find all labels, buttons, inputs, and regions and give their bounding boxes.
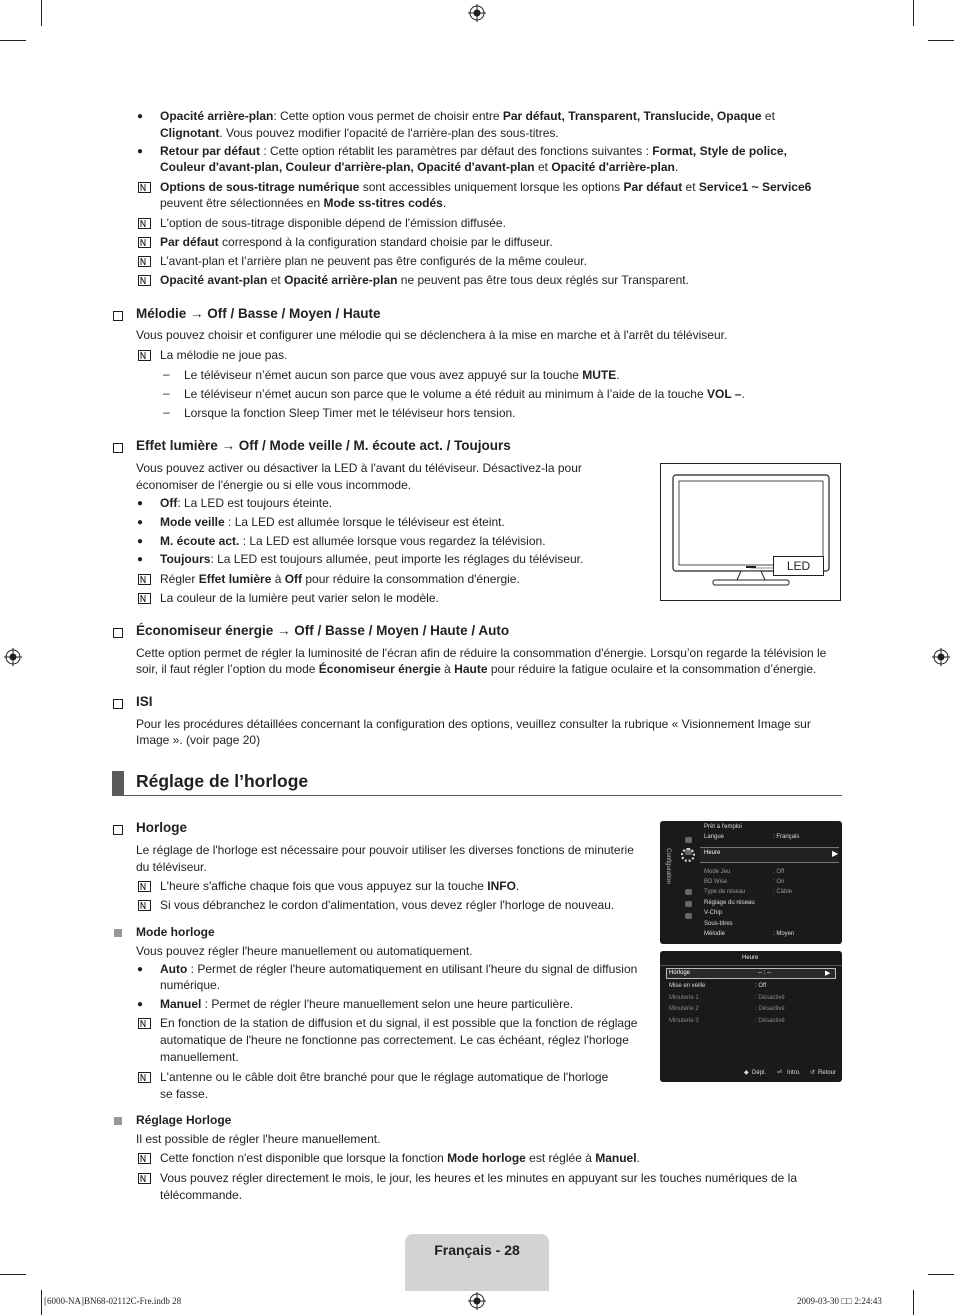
osd-row-label: Sous-titres (704, 921, 733, 927)
isi-line1: Pour les procédures détaillées concernant la configuration des options, veuillez consulter la rubrique « Visionnement Image sur (136, 717, 811, 731)
reglage-horloge-title: Réglage Horloge (136, 1113, 232, 1127)
chevron-right-icon: ▶ (832, 849, 839, 858)
melodie-note: La mélodie ne joue pas. (160, 348, 288, 362)
effet-toujours: Toujours: La LED est toujours allumée, peut importe les réglages du téléviseur. (160, 552, 584, 566)
chevron-right-icon: ▶ (825, 970, 831, 977)
note-avant-plan: L’avant-plan et l’arrière plan ne peuvent pas être configurés de la même couleur. (160, 254, 587, 268)
checkbox-icon (113, 311, 123, 321)
effet-m-ecoute: M. écoute act. : La LED est allumée lorsque vous regardez la télévision. (160, 534, 546, 548)
note-icon (138, 1072, 151, 1083)
enter-icon: ⏎ (777, 1070, 783, 1076)
return-icon: ↺ (810, 1070, 816, 1076)
horloge-note4-line2: se fasse. (160, 1087, 209, 1101)
osd-row-value: : Câble (773, 889, 793, 895)
melodie-dash2: Le téléviseur n’émet aucun son parce que le volume a été réduit au minimum à l’aide de la touche VOL –. (184, 387, 745, 401)
registration-mark-icon (468, 4, 486, 22)
osd-row-label: V-Chip (704, 910, 723, 916)
osd-configuration-menu (660, 821, 842, 944)
osd-row-value: : Désactivé (755, 995, 785, 1001)
move-icon: ◆ (744, 1070, 749, 1076)
osd-row-value: : Désactivé (755, 1006, 785, 1012)
horloge-note1: L'heure s'affiche chaque fois que vous appuyez sur la touche INFO. (160, 879, 520, 893)
osd-row-label: Minuterie 2 (669, 1006, 699, 1012)
note-opacite: Opacité avant-plan et Opacité arrière-plan ne peuvent pas être tous deux réglés sur Transparent. (160, 273, 689, 287)
bullet-icon: ● (137, 111, 144, 122)
footer-date: 2009-03-30 □□ 2:24:43 (797, 1296, 882, 1306)
note-icon (138, 1018, 151, 1029)
osd-row-label: Prêt à l'emploi (704, 824, 742, 830)
effet-body1: Vous pouvez activer ou désactiver la LED à l'avant du téléviseur. Désactivez-la pour (136, 461, 582, 475)
crop-mark (0, 1274, 26, 1275)
note-option-sous-titrage: L'option de sous-titrage disponible dépend de l'émission diffusée. (160, 216, 506, 230)
crop-mark (928, 40, 954, 41)
effet-body2: économiser de l'énergie ou si elle vous incommode. (136, 478, 412, 492)
mode-horloge-title: Mode horloge (136, 925, 215, 939)
note-options-line1: Options de sous-titrage numérique sont accessibles uniquement lorsque les options Par défaut et Service1 ~ Service6 (160, 180, 812, 194)
note-icon (138, 593, 151, 604)
note-options-line2: peuvent être sélectionnées en Mode ss-titres codés. (160, 196, 447, 210)
osd-row-label: Réglage du réseau (704, 900, 755, 906)
note-icon (138, 900, 151, 911)
tv-illustration (660, 463, 841, 601)
melodie-dash3: Lorsque la fonction Sleep Timer met le téléviseur hors tension. (184, 406, 516, 420)
crop-mark (928, 1274, 954, 1275)
isi-heading: ISI (136, 694, 153, 709)
osd-highlight-row (700, 847, 839, 863)
bullet-icon: ● (137, 554, 144, 565)
osd-row-value: -- : -- (758, 970, 771, 976)
led-label-box (773, 556, 824, 576)
dash-icon: – (163, 367, 170, 381)
osd-row-label: Type de réseau (704, 889, 746, 895)
bullet-icon: ● (137, 146, 144, 157)
melodie-body: Vous pouvez choisir et configurer une mélodie qui se déclenchera à la mise en marche et à l'arrêt du téléviseur. (136, 328, 728, 342)
osd-row-label: Mise en veille (669, 983, 706, 989)
eco-heading: Économiseur énergie → Off / Basse / Moyen / Haute / Auto (136, 623, 510, 638)
bullet-icon: ● (137, 517, 144, 528)
led-label: LED (786, 559, 811, 573)
horloge-note6-line1: Vous pouvez régler directement le mois, le jour, les heures et les minutes en appuyant sur les touches numériques de la (160, 1171, 798, 1185)
crop-mark (41, 1290, 42, 1315)
reglage-horloge-body: Il est possible de régler l'heure manuellement. (136, 1132, 381, 1146)
section-title-bar (112, 771, 124, 795)
osd-row-label: Heure (704, 850, 721, 856)
mode-auto-line1: Auto : Permet de régler l'heure automatiquement en utilisant l'heure du signal de diffusion (160, 962, 638, 976)
registration-mark-icon (468, 1292, 486, 1310)
bullet-icon: ● (137, 964, 144, 975)
bullet-icon: ● (137, 999, 144, 1010)
horloge-note2: Si vous débranchez le cordon d'alimentation, vous devez régler l'horloge de nouveau. (160, 898, 615, 912)
mode-horloge-body: Vous pouvez régler l'heure manuellement ou automatiquement. (136, 944, 473, 958)
osd-foot-return: Retour (818, 1070, 837, 1076)
square-bullet-icon (114, 929, 122, 937)
note-icon (138, 881, 151, 892)
bullet-icon: ● (137, 536, 144, 547)
crop-mark (913, 0, 914, 26)
osd-row-value: : On (773, 879, 785, 885)
crop-mark (913, 1290, 914, 1315)
note-icon (138, 256, 151, 267)
osd-row-label: Minuterie 1 (669, 995, 699, 1001)
horloge-note5: Cette fonction n'est disponible que lorsque la fonction Mode horloge est réglée à Manuel. (160, 1151, 640, 1165)
horloge-note3-line1: En fonction de la station de diffusion et du signal, il est possible que la fonction de réglage (160, 1016, 638, 1030)
page-number: Français - 28 (434, 1242, 520, 1258)
osd-row-value: : Moyen (773, 931, 795, 937)
eco-line1: Cette option permet de régler la luminosité de l'écran afin de réduire la consommation d'énergie. Lorsqu’on regarde la télévision le (136, 646, 827, 660)
note-icon (138, 237, 151, 248)
eco-line2: soir, il faut régler l’option du mode Économiseur énergie à Haute pour réduire la fatigue oculaire et la consommation d’énergie. (136, 662, 817, 676)
osd-row-label: BD Wise (704, 879, 728, 885)
tv-icon (661, 464, 840, 600)
osd-row-value: : Off (773, 869, 785, 875)
osd-foot-enter: Intro. (787, 1070, 801, 1076)
footer-file: [6000-NA]BN68-02112C-Fre.indb 28 (44, 1296, 182, 1306)
horloge-note3-line3: manuellement. (160, 1050, 239, 1064)
osd-row-value: : Désactivé (755, 1018, 785, 1024)
osd-side-label: Configuration (664, 848, 671, 884)
registration-mark-icon (4, 648, 22, 666)
bullet-opacite-line1: Opacité arrière-plan: Cette option vous permet de choisir entre Par défaut, Transparent, Translucide, Opaque et (160, 109, 775, 123)
horloge-note4-line1: L'antenne ou le câble doit être branché pour que le réglage automatique de l'horloge (160, 1070, 609, 1084)
isi-line2: Image ». (voir page 20) (136, 733, 261, 747)
note-icon (138, 574, 151, 585)
mode-manuel: Manuel : Permet de régler l'heure manuellement selon une heure particulière. (160, 997, 574, 1011)
osd-row-label: Horloge (669, 970, 691, 976)
osd-row-label: Mélodie (704, 931, 726, 937)
bullet-opacite-line2: Clignotant. Vous pouvez modifier l'opacité de l'arrière-plan des sous-titres. (160, 126, 559, 140)
mode-auto-line2: numérique. (160, 978, 221, 992)
melodie-heading: Mélodie → Off / Basse / Moyen / Haute (136, 306, 381, 321)
square-bullet-icon (114, 1117, 122, 1125)
crop-mark (0, 40, 26, 41)
effet-note2: La couleur de la lumière peut varier selon le modèle. (160, 591, 439, 605)
effet-heading: Effet lumière → Off / Mode veille / M. écoute act. / Toujours (136, 438, 511, 453)
horloge-note6-line2: télécommande. (160, 1188, 243, 1202)
osd-row-label: Minuterie 3 (669, 1018, 699, 1024)
note-icon (138, 1153, 151, 1164)
osd-row-label: Langue (704, 834, 725, 840)
horloge-note3-line2: automatique de l'heure ne fonctionne pas correctement. Le cas échéant, réglez l'horloge (160, 1033, 629, 1047)
osd-row-label: Mode Jeu (704, 869, 731, 875)
osd-row-value: : Français (773, 834, 800, 840)
checkbox-icon (113, 825, 123, 835)
osd-title: Heure (742, 955, 759, 961)
section-rule (112, 795, 842, 796)
note-icon (138, 218, 151, 229)
effet-mode-veille: Mode veille : La LED est allumée lorsque le téléviseur est éteint. (160, 515, 505, 529)
osd-heure-menu (660, 951, 842, 1082)
effet-note1: Régler Effet lumière à Off pour réduire la consommation d'énergie. (160, 572, 520, 586)
bullet-icon: ● (137, 498, 144, 509)
checkbox-icon (113, 699, 123, 709)
crop-mark (41, 0, 42, 26)
melodie-dash1: Le téléviseur n’émet aucun son parce que vous avez appuyé sur la touche MUTE. (184, 368, 620, 382)
horloge-line1: Le réglage de l'horloge est nécessaire pour pouvoir utiliser les diverses fonctions de minuterie (136, 843, 634, 857)
section-title: Réglage de l’horloge (136, 771, 309, 791)
osd-foot-move: Dépl. (752, 1070, 767, 1076)
checkbox-icon (113, 443, 123, 453)
registration-mark-icon (932, 648, 950, 666)
note-icon (138, 1173, 151, 1184)
bullet-retour-line1: Retour par défaut : Cette option rétablit les paramètres par défaut des fonctions suivantes : Format, Style de police, (160, 144, 787, 158)
osd-row-value: : Off (755, 983, 767, 989)
horloge-heading: Horloge (136, 820, 188, 835)
dash-icon: – (163, 405, 170, 419)
note-icon (138, 275, 151, 286)
effet-off: Off: La LED est toujours éteinte. (160, 496, 333, 510)
osd-highlight-row (666, 968, 836, 979)
dash-icon: – (163, 386, 170, 400)
bullet-retour-line2: Couleur d'avant-plan, Couleur d'arrière-plan, Opacité d'avant-plan et Opacité d'arrière-plan. (160, 160, 679, 174)
horloge-line2: du téléviseur. (136, 860, 207, 874)
note-icon (138, 182, 151, 193)
note-par-defaut: Par défaut correspond à la configuration standard choisie par le diffuseur. (160, 235, 553, 249)
note-icon (138, 350, 151, 361)
checkbox-icon (113, 628, 123, 638)
gear-icon (681, 848, 695, 862)
